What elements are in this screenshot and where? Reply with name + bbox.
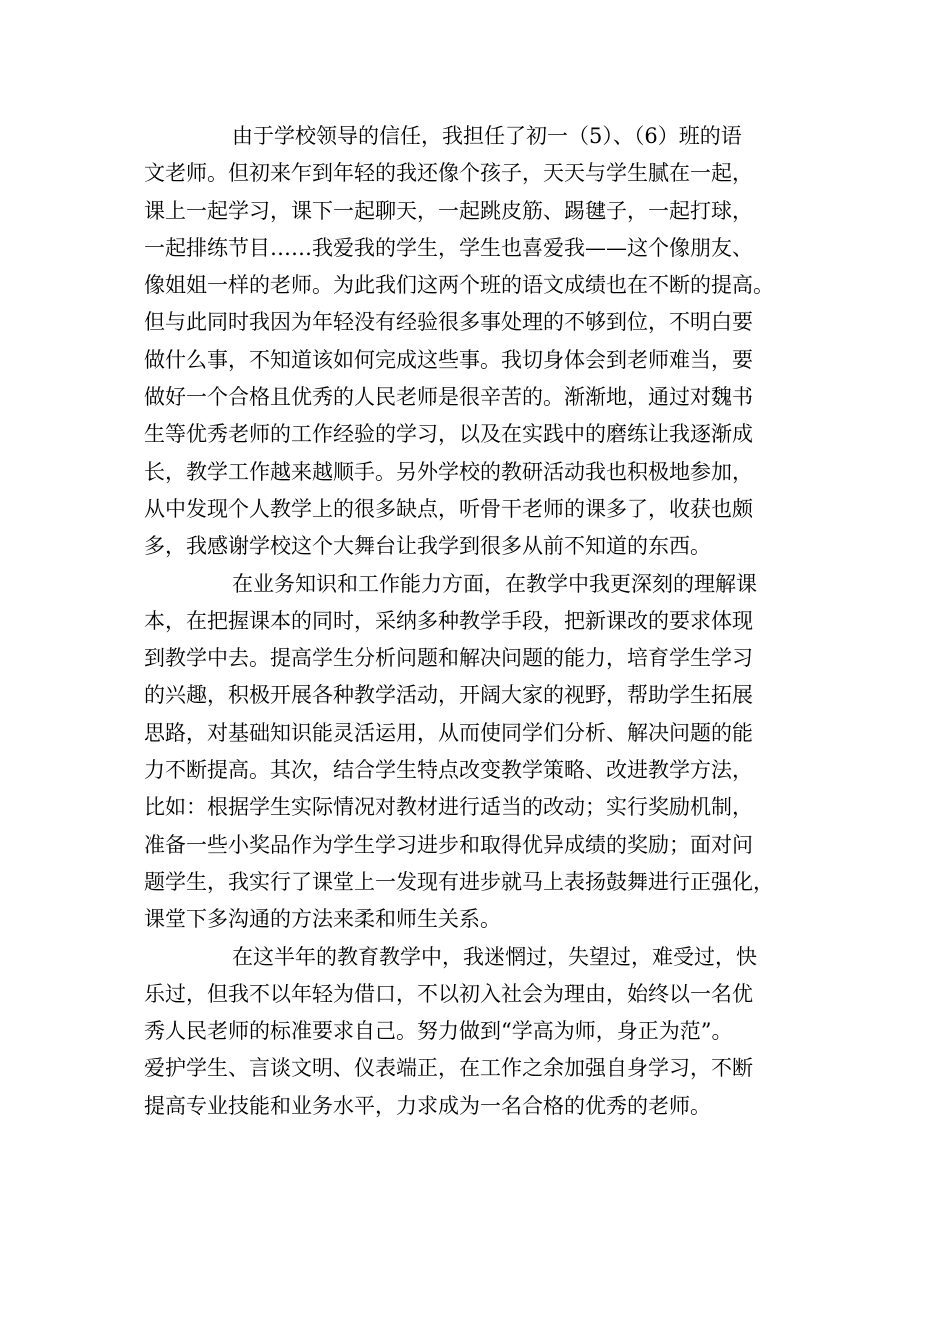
text-line: 乐过，但我不以年轻为借口，不以初入社会为理由，始终以一名优	[144, 981, 753, 1006]
text-line: 本，在把握课本的同时，采纳多种教学手段，把新课改的要求体现	[144, 608, 753, 633]
text-line: 生等优秀老师的工作经验的学习，以及在实践中的磨练让我逐渐成	[144, 422, 753, 447]
text-line: 爱护学生、言谈文明、仪表端正，在工作之余加强自身学习，不断	[144, 1056, 753, 1081]
body-text	[144, 118, 806, 1125]
text-line: 秀人民老师的标准要求自己。努力做到“学高为师，身正为范”。	[144, 1019, 733, 1044]
text-line: 在业务知识和工作能力方面，在教学中我更深刻的理解课	[232, 571, 757, 596]
paragraph-3	[144, 939, 806, 1125]
text-line: 多，我感谢学校这个大舞台让我学到很多从前不知道的东西。	[144, 534, 711, 559]
text-line: 文老师。但初来乍到年轻的我还像个孩子，天天与学生腻在一起，	[144, 161, 753, 186]
text-line: 由于学校领导的信任，我担任了初一（5）、（6）班的语	[232, 124, 742, 148]
text-line: 比如：根据学生实际情况对教材进行适当的改动；实行奖励机制，	[144, 795, 753, 820]
text-line: 题学生，我实行了课堂上一发现有进步就马上表扬鼓舞进行正强化，	[144, 869, 774, 894]
text-line: 做好一个合格且优秀的人民老师是很辛苦的。渐渐地，通过对魏书	[144, 385, 753, 410]
text-line: 课上一起学习，课下一起聊天，一起跳皮筋、踢毽子，一起打球，	[144, 198, 753, 223]
paragraph-1	[144, 118, 806, 566]
text-line: 像姐姐一样的老师。为此我们这两个班的语文成绩也在不断的提高。	[144, 273, 774, 298]
paragraph-2	[144, 566, 806, 939]
text-line: 一起排练节目……我爱我的学生，学生也喜爱我——这个像朋友、	[144, 235, 753, 260]
text-line: 在这半年的教育教学中，我迷惘过，失望过，难受过，快	[232, 944, 757, 969]
text-line: 的兴趣，积极开展各种教学活动，开阔大家的视野，帮助学生拓展	[144, 683, 753, 708]
text-line: 但与此同时我因为年轻没有经验很多事处理的不够到位，不明白要	[144, 310, 753, 335]
text-line: 准备一些小奖品作为学生学习进步和取得优异成绩的奖励；面对问	[144, 832, 753, 857]
text-line: 做什么事，不知道该如何完成这些事。我切身体会到老师难当，要	[144, 347, 753, 372]
text-line: 从中发现个人教学上的很多缺点，听骨干老师的课多了，收获也颇	[144, 496, 753, 521]
text-line: 到教学中去。提高学生分析问题和解决问题的能力，培育学生学习	[144, 646, 753, 671]
text-line: 提高专业技能和业务水平，力求成为一名合格的优秀的老师。	[144, 1093, 711, 1118]
text-line: 长，教学工作越来越顺手。另外学校的教研活动我也积极地参加，	[144, 459, 753, 484]
text-line: 课堂下多沟通的方法来柔和师生关系。	[144, 907, 501, 932]
text-line: 思路，对基础知识能灵活运用，从而使同学们分析、解决问题的能	[144, 720, 753, 745]
text-line: 力不断提高。其次，结合学生特点改变教学策略、改进教学方法，	[144, 758, 753, 783]
